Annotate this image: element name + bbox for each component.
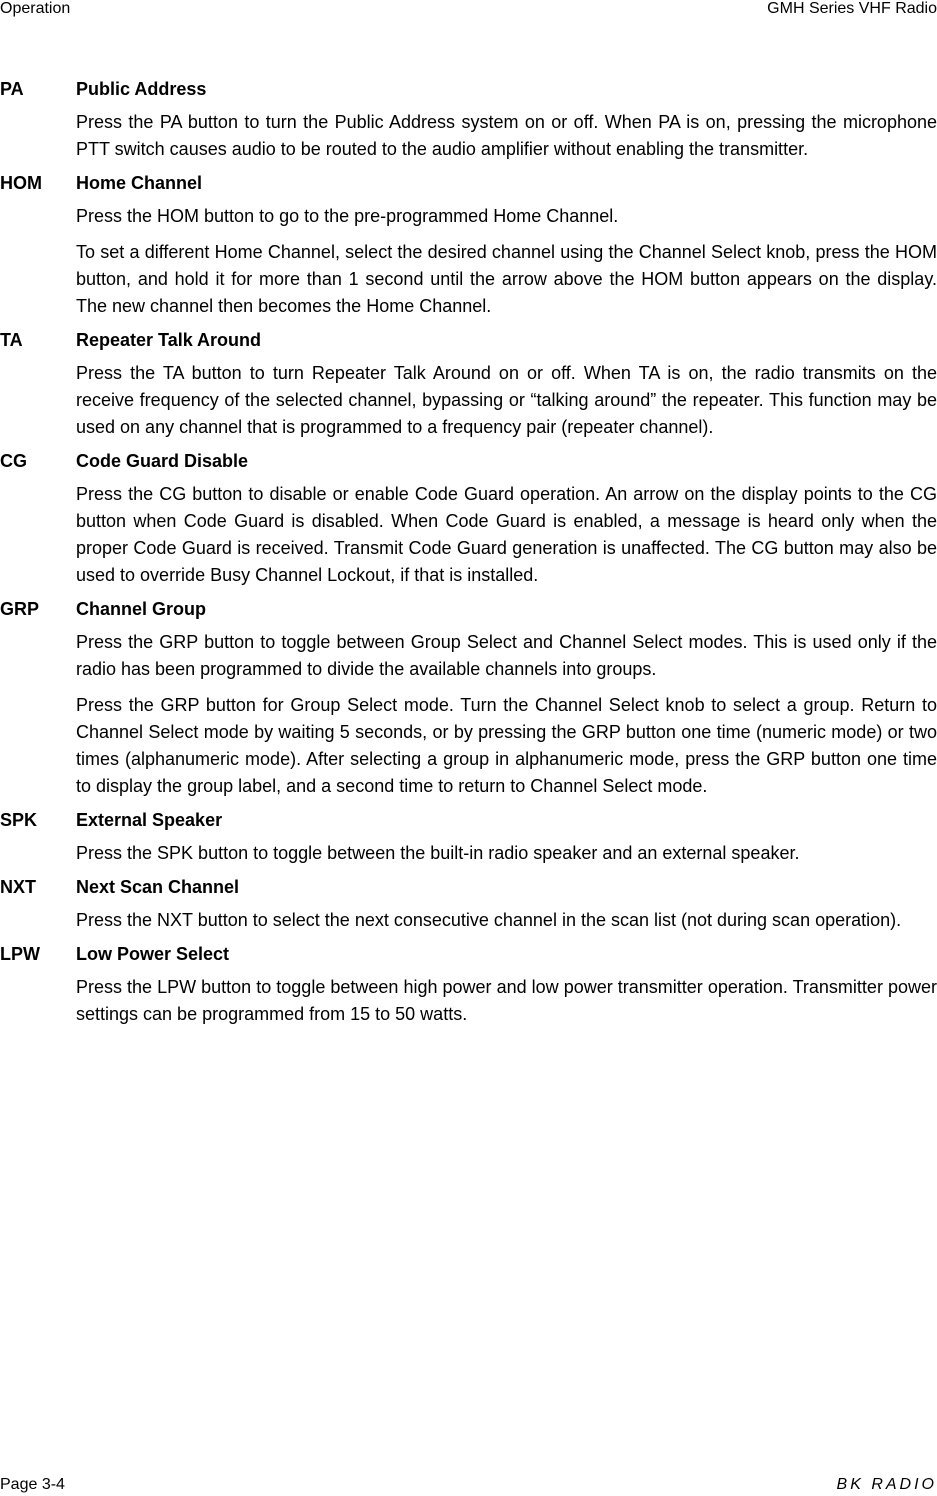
entry-code: LPW [0, 944, 40, 964]
entry-lpw [0, 943, 937, 1028]
entry-title: Low Power Select [76, 944, 230, 964]
entry-description: Press the NXT button to select the next consecutive channel in the scan list (not during scan operation). [76, 910, 902, 930]
entry-title: Next Scan Channel [76, 877, 240, 897]
entry-title: Channel Group [76, 599, 206, 619]
entry-heading [0, 876, 937, 898]
entry-heading [0, 598, 937, 620]
entry-description: Press the CG button to disable or enable Code Guard operation. An arrow on the display points to the CG button when Code Guard is disabled. When Code Guard is enabled, a message is heard only when the proper Code Guard is received. Transmit Code Guard generation is unaffected. The CG button may also be used to override Busy Channel Lockout, if that is installed. [76, 484, 937, 585]
entry-heading [0, 943, 937, 965]
entry-grp [0, 598, 937, 800]
entry-title: Home Channel [76, 173, 203, 193]
header-section-title: Operation [0, 0, 71, 17]
entry-nxt [0, 876, 937, 934]
entry-heading [0, 329, 937, 351]
entry-description: Press the TA button to turn Repeater Talk Around on or off. When TA is on, the radio transmits on the receive frequency of the selected channel, bypassing or “talking around” the repeater. This function may be used on any channel that is programmed to a frequency pair (repeater channel). [76, 363, 937, 437]
entry-spk [0, 809, 937, 867]
entry-pa [0, 78, 937, 163]
entry-description: To set a different Home Channel, select the desired channel using the Channel Select knob, press the HOM button, and hold it for more than 1 second until the arrow above the HOM button appears on the display. The new channel then becomes the Home Channel. [76, 242, 937, 316]
entry-heading [0, 450, 937, 472]
entry-code: CG [0, 451, 27, 471]
entry-title: Public Address [76, 79, 207, 99]
entry-description: Press the LPW button to toggle between high power and low power transmitter operation. Transmitter power settings can be programmed from 15 to 50 watts. [76, 977, 937, 1024]
entry-heading [0, 809, 937, 831]
entry-code: PA [0, 79, 24, 99]
entry-heading [0, 78, 937, 100]
entry-description: Press the SPK button to toggle between the built-in radio speaker and an external speaker. [76, 843, 800, 863]
entry-description: Press the PA button to turn the Public Address system on or off. When PA is on, pressing the microphone PTT switch causes audio to be routed to the audio amplifier without enabling the transmitter. [76, 112, 937, 159]
entry-heading [0, 172, 937, 194]
entry-hom [0, 172, 937, 320]
entry-code: HOM [0, 173, 42, 193]
entry-title: Code Guard Disable [76, 451, 249, 471]
footer-page-number: Page 3-4 [0, 1476, 65, 1493]
entry-description: Press the HOM button to go to the pre-programmed Home Channel. [76, 206, 619, 226]
footer-brand: BK RADIO [836, 1476, 937, 1493]
header-document-title: GMH Series VHF Radio [767, 0, 937, 17]
entry-code: NXT [0, 877, 36, 897]
entry-code: SPK [0, 810, 38, 830]
entry-description: Press the GRP button for Group Select mode. Turn the Channel Select knob to select a group. Return to Channel Select mode by waiting 5 seconds, or by pressing the GRP button one time (numeric mode) or two times (alphanumeric mode). After selecting a group in alphanumeric mode, press the GRP button one time to display the group label, and a second time to return to Channel Select mode. [76, 695, 937, 796]
entry-code: GRP [0, 599, 40, 619]
entry-title: External Speaker [76, 810, 223, 830]
entry-cg [0, 450, 937, 589]
document-body [0, 78, 937, 1037]
entry-title: Repeater Talk Around [76, 330, 262, 350]
entry-ta [0, 329, 937, 441]
entry-description: Press the GRP button to toggle between Group Select and Channel Select modes. This is used only if the radio has been programmed to divide the available channels into groups. [76, 632, 937, 679]
entry-code: TA [0, 330, 23, 350]
